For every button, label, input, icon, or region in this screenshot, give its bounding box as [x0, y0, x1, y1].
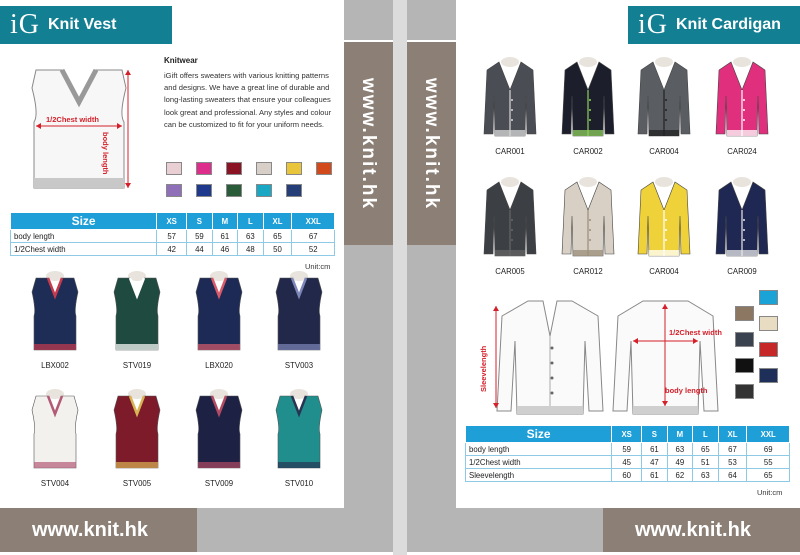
- size-value: 59: [187, 230, 212, 243]
- vertical-site-text: www.knit.hk: [421, 77, 443, 210]
- cardigan-size-diagram: [493, 296, 728, 421]
- size-row: [466, 443, 790, 456]
- vest-garment-icon: [110, 388, 164, 470]
- vest-size-table: [10, 212, 335, 256]
- size-value: 69: [747, 443, 790, 456]
- color-swatch[interactable]: [226, 162, 242, 175]
- vest-garment-icon: [110, 270, 164, 352]
- product-item[interactable]: [471, 176, 549, 276]
- product-code: STV009: [204, 479, 234, 488]
- top-stripe: [407, 0, 456, 40]
- product-code: CAR009: [727, 267, 757, 276]
- size-unit: Unit:cm: [757, 488, 783, 497]
- color-swatch[interactable]: [735, 306, 754, 321]
- size-header-cell: Size: [11, 213, 157, 230]
- vest-garment-icon: [28, 388, 82, 470]
- product-item[interactable]: [549, 56, 627, 156]
- size-row: [11, 230, 335, 243]
- brand-banner: [628, 6, 800, 44]
- size-header-cell: XL: [718, 426, 747, 443]
- size-value: 52: [292, 243, 335, 256]
- size-header-cell: XS: [157, 213, 187, 230]
- size-value: 45: [612, 456, 642, 469]
- color-swatch[interactable]: [316, 162, 332, 175]
- product-item[interactable]: [703, 56, 781, 156]
- size-value: 67: [718, 443, 747, 456]
- vertical-site-text: www.knit.hk: [358, 77, 380, 210]
- size-value: 65: [693, 443, 718, 456]
- size-value: 44: [187, 243, 212, 256]
- product-item[interactable]: [549, 176, 627, 276]
- size-header-cell: XS: [612, 426, 642, 443]
- product-code: CAR001: [495, 147, 525, 156]
- side-stripe: [344, 245, 393, 508]
- brand-logo: iG: [10, 9, 40, 40]
- product-code: STV003: [284, 361, 314, 370]
- cardigan-size-table: [465, 425, 790, 482]
- color-swatch[interactable]: [286, 184, 302, 197]
- vertical-site-banner: [344, 42, 393, 245]
- size-value: 49: [667, 456, 692, 469]
- product-code: CAR004: [649, 267, 679, 276]
- size-header-cell: L: [238, 213, 263, 230]
- size-value: 59: [612, 443, 642, 456]
- size-row-label: body length: [466, 443, 612, 456]
- color-swatch[interactable]: [196, 184, 212, 197]
- size-value: 47: [642, 456, 667, 469]
- page-gutter: [393, 0, 407, 555]
- size-header-cell: Size: [466, 426, 612, 443]
- vest-size-diagram: [14, 60, 144, 200]
- size-unit: Unit:cm: [305, 262, 331, 271]
- size-header-cell: S: [642, 426, 667, 443]
- vertical-site-banner: [407, 42, 456, 245]
- cardigan-garment-icon: [637, 176, 691, 258]
- vest-garment-icon: [28, 270, 82, 352]
- size-header-cell: XXL: [747, 426, 790, 443]
- size-value: 67: [292, 230, 335, 243]
- color-swatch[interactable]: [226, 184, 242, 197]
- intro-text: iGift offers sweaters with various knitting patterns and designs. We have a great line of durable and long-lasting sweaters that ensure your colleagues look great and professional. Any styles and colour can be customized to fit for your uniform needs.: [164, 71, 332, 129]
- size-header-cell: L: [693, 426, 718, 443]
- cardigan-garment-icon: [715, 56, 769, 138]
- size-row: [466, 456, 790, 469]
- brand-banner: [0, 6, 172, 44]
- size-value: 57: [157, 230, 187, 243]
- size-value: 61: [212, 230, 237, 243]
- product-item[interactable]: [703, 176, 781, 276]
- color-swatch[interactable]: [166, 162, 182, 175]
- side-stripe: [407, 245, 456, 508]
- vest-garment-icon: [272, 388, 326, 470]
- cardigan-garment-icon: [561, 56, 615, 138]
- size-value: 61: [642, 469, 667, 482]
- footer-stripe: [197, 508, 393, 552]
- footer-site-text: www.knit.hk: [32, 518, 148, 541]
- product-item[interactable]: [260, 388, 338, 488]
- size-row-label: Sleevelength: [466, 469, 612, 482]
- body-length-label: body length: [665, 386, 708, 395]
- product-code: STV005: [122, 479, 152, 488]
- body-length-label: body length: [101, 132, 110, 175]
- footer-stripe: [407, 508, 603, 552]
- size-row-label: body length: [11, 230, 157, 243]
- size-row-label: 1/2Chest width: [466, 456, 612, 469]
- product-code: STV010: [284, 479, 314, 488]
- product-item[interactable]: [625, 176, 703, 276]
- size-value: 61: [642, 443, 667, 456]
- size-value: 60: [612, 469, 642, 482]
- cardigan-garment-icon: [483, 176, 537, 258]
- size-value: 65: [263, 230, 292, 243]
- cardigan-garment-icon: [561, 176, 615, 258]
- footer-site-banner: [0, 508, 197, 552]
- color-swatch[interactable]: [256, 184, 272, 197]
- product-item[interactable]: [260, 270, 338, 370]
- size-value: 65: [747, 469, 790, 482]
- product-code: CAR012: [573, 267, 603, 276]
- size-value: 63: [238, 230, 263, 243]
- size-value: 62: [667, 469, 692, 482]
- color-swatch[interactable]: [759, 290, 778, 305]
- color-swatch[interactable]: [735, 332, 754, 347]
- sleeve-length-label: Sleevelength: [479, 345, 488, 392]
- size-header-cell: XL: [263, 213, 292, 230]
- size-header-cell: M: [667, 426, 692, 443]
- size-header-cell: S: [187, 213, 212, 230]
- color-swatch[interactable]: [735, 384, 754, 399]
- size-value: 51: [693, 456, 718, 469]
- color-swatch[interactable]: [256, 162, 272, 175]
- page-title: Knit Vest: [48, 16, 117, 33]
- top-stripe: [344, 0, 393, 40]
- product-code: CAR002: [573, 147, 603, 156]
- size-value: 55: [747, 456, 790, 469]
- color-swatch[interactable]: [759, 368, 778, 383]
- knit-cardigan-page: [407, 0, 800, 555]
- product-code: STV019: [122, 361, 152, 370]
- size-value: 53: [718, 456, 747, 469]
- vest-garment-icon: [192, 388, 246, 470]
- cardigan-garment-icon: [715, 176, 769, 258]
- color-swatch[interactable]: [166, 184, 182, 197]
- size-value: 48: [238, 243, 263, 256]
- product-item[interactable]: [471, 56, 549, 156]
- product-item[interactable]: [98, 270, 176, 370]
- size-header-cell: XXL: [292, 213, 335, 230]
- size-row-label: 1/2Chest width: [11, 243, 157, 256]
- product-code: LBX002: [41, 361, 69, 370]
- size-value: 46: [212, 243, 237, 256]
- vest-garment-icon: [272, 270, 326, 352]
- product-code: STV004: [40, 479, 70, 488]
- size-value: 50: [263, 243, 292, 256]
- color-swatch[interactable]: [759, 342, 778, 357]
- size-value: 42: [157, 243, 187, 256]
- product-item[interactable]: [180, 388, 258, 488]
- cardigan-garment-icon: [637, 56, 691, 138]
- product-item[interactable]: [16, 388, 94, 488]
- brand-logo: iG: [638, 9, 668, 40]
- color-swatch[interactable]: [735, 358, 754, 373]
- product-code: CAR004: [649, 147, 679, 156]
- footer-site-text: www.knit.hk: [635, 518, 751, 541]
- product-item[interactable]: [625, 56, 703, 156]
- footer-site-banner: [603, 508, 800, 552]
- knit-vest-page: [0, 0, 393, 555]
- chest-width-label: 1/2Chest width: [46, 115, 99, 124]
- size-value: 64: [718, 469, 747, 482]
- product-code: CAR024: [727, 147, 757, 156]
- vest-garment-icon: [192, 270, 246, 352]
- product-code: CAR005: [495, 267, 525, 276]
- size-value: 63: [693, 469, 718, 482]
- product-code: LBX020: [205, 361, 233, 370]
- size-header-cell: M: [212, 213, 237, 230]
- color-swatch[interactable]: [196, 162, 212, 175]
- product-item[interactable]: [16, 270, 94, 370]
- product-item[interactable]: [180, 270, 258, 370]
- size-row: [466, 469, 790, 482]
- cardigan-garment-icon: [483, 56, 537, 138]
- page-title: Knit Cardigan: [676, 16, 781, 33]
- size-row: [11, 243, 335, 256]
- color-swatch[interactable]: [286, 162, 302, 175]
- product-item[interactable]: [98, 388, 176, 488]
- size-value: 63: [667, 443, 692, 456]
- color-swatch[interactable]: [759, 316, 778, 331]
- intro-title: Knitwear: [164, 56, 198, 65]
- chest-width-label: 1/2Chest width: [669, 328, 722, 337]
